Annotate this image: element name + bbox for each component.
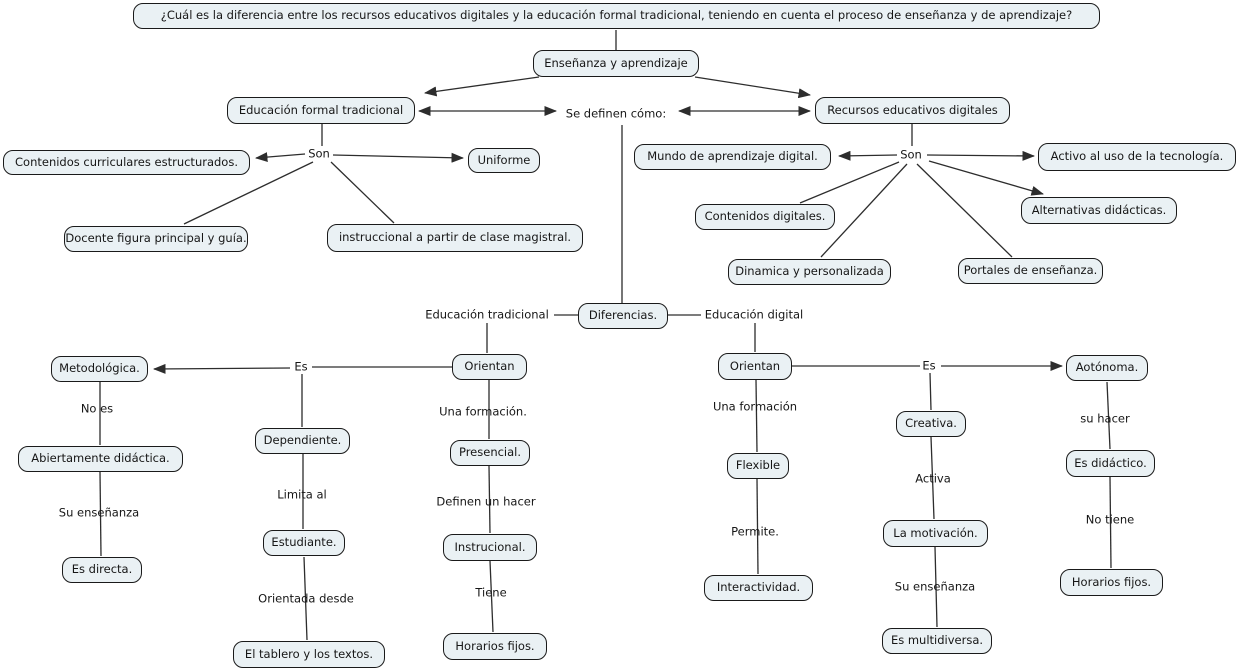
edge-14 [929, 161, 1043, 194]
node-es-directa[interactable]: Es directa. [62, 557, 142, 583]
link-label-una-formacion-izq[interactable]: Una formación. [439, 404, 527, 419]
node-uniforme[interactable]: Uniforme [468, 148, 540, 173]
node-docente-figura[interactable]: Docente figura principal y guía. [64, 226, 248, 252]
node-contenidos-digitales[interactable]: Contenidos digitales. [695, 204, 835, 230]
edge-13 [927, 155, 1034, 156]
node-tablero-textos[interactable]: El tablero y los textos. [233, 641, 385, 668]
link-label-activa[interactable]: Activa [915, 471, 951, 486]
node-interactividad[interactable]: Interactividad. [704, 575, 813, 601]
node-estudiante[interactable]: Estudiante. [263, 530, 345, 556]
edge-34 [756, 380, 757, 452]
link-label-orientada-desde[interactable]: Orientada desde [258, 591, 354, 606]
link-label-educacion-tradicional[interactable]: Educación tradicional [425, 307, 549, 322]
node-instruccional-clase-magistral[interactable]: instruccional a partir de clase magistral. [327, 224, 583, 252]
edge-12 [839, 155, 897, 156]
node-horarios-fijos-der[interactable]: Horarios fijos. [1060, 569, 1163, 596]
node-alternativas-didacticas[interactable]: Alternativas didácticas. [1021, 197, 1177, 224]
link-label-se-definen-como[interactable]: Se definen cómo: [565, 106, 667, 121]
edge-7 [256, 154, 305, 158]
edge-23 [154, 368, 290, 369]
node-mundo-aprendizaje-digital[interactable]: Mundo de aprendizaje digital. [634, 144, 831, 170]
link-label-son-izq[interactable]: Son [308, 146, 330, 161]
node-dinamica-personalizada[interactable]: Dinamica y personalizada [728, 259, 891, 285]
edge-8 [333, 155, 463, 158]
link-label-permite[interactable]: Permite. [731, 524, 779, 539]
link-label-su-ensenanza-der[interactable]: Su enseñanza [894, 579, 976, 594]
node-creativa[interactable]: Creativa. [896, 411, 966, 437]
node-contenidos-curriculares[interactable]: Contenidos curriculares estructurados. [3, 150, 250, 175]
node-activo-uso-tecnologia[interactable]: Activo al uso de la tecnología. [1038, 143, 1236, 171]
link-label-es-der[interactable]: Es [922, 358, 936, 373]
node-instrucional[interactable]: Instrucional. [443, 534, 537, 561]
node-focus-question[interactable]: ¿Cuál es la diferencia entre los recursos educativos digitales y la educación formal tradicional, teniendo en cuenta el proceso de enseñanza y de aprendizaje? [133, 3, 1100, 29]
node-ensenanza-y-aprendizaje[interactable]: Enseñanza y aprendizaje [533, 50, 699, 77]
node-la-motivacion[interactable]: La motivación. [883, 520, 988, 547]
link-label-una-formacion-der[interactable]: Una formación [712, 399, 798, 414]
link-label-su-hacer[interactable]: su hacer [1080, 411, 1130, 426]
node-dependiente[interactable]: Dependiente. [255, 428, 350, 454]
edge-1 [425, 77, 539, 93]
edge-10 [331, 162, 394, 223]
node-es-multidiversa[interactable]: Es multidiversa. [882, 628, 992, 654]
node-portales-ensenanza[interactable]: Portales de enseñanza. [958, 258, 1103, 284]
node-presencial[interactable]: Presencial. [450, 440, 530, 466]
node-metodologica[interactable]: Metodológica. [51, 356, 148, 382]
edge-36 [930, 373, 931, 410]
link-label-limita-al[interactable]: Limita al [277, 487, 327, 502]
link-label-definen-un-hacer[interactable]: Definen un hacer [436, 494, 536, 509]
node-aotonoma[interactable]: Aotónoma. [1066, 355, 1148, 381]
link-label-no-tiene[interactable]: No tiene [1085, 512, 1135, 527]
node-orientan-der[interactable]: Orientan [718, 353, 792, 380]
node-abiertamente-didactica[interactable]: Abiertamente didáctica. [18, 446, 183, 472]
node-diferencias[interactable]: Diferencias. [578, 303, 668, 329]
link-label-no-es[interactable]: No es [80, 401, 114, 416]
link-label-educacion-digital[interactable]: Educación digital [704, 307, 804, 322]
node-flexible[interactable]: Flexible [727, 453, 789, 479]
link-label-tiene[interactable]: Tiene [475, 585, 507, 600]
link-label-su-ensenanza-izq[interactable]: Su enseñanza [58, 505, 140, 520]
node-es-didactico[interactable]: Es didáctico. [1066, 450, 1155, 477]
link-label-es-izq[interactable]: Es [294, 359, 308, 374]
node-recursos-educativos-digitales[interactable]: Recursos educativos digitales [815, 97, 1010, 124]
edge-17 [917, 164, 1012, 257]
node-horarios-fijos-izq[interactable]: Horarios fijos. [443, 633, 547, 660]
link-label-son-der[interactable]: Son [900, 147, 922, 162]
node-educacion-formal-tradicional[interactable]: Educación formal tradicional [227, 97, 415, 124]
edge-2 [695, 77, 810, 95]
node-orientan-izq[interactable]: Orientan [452, 354, 527, 380]
